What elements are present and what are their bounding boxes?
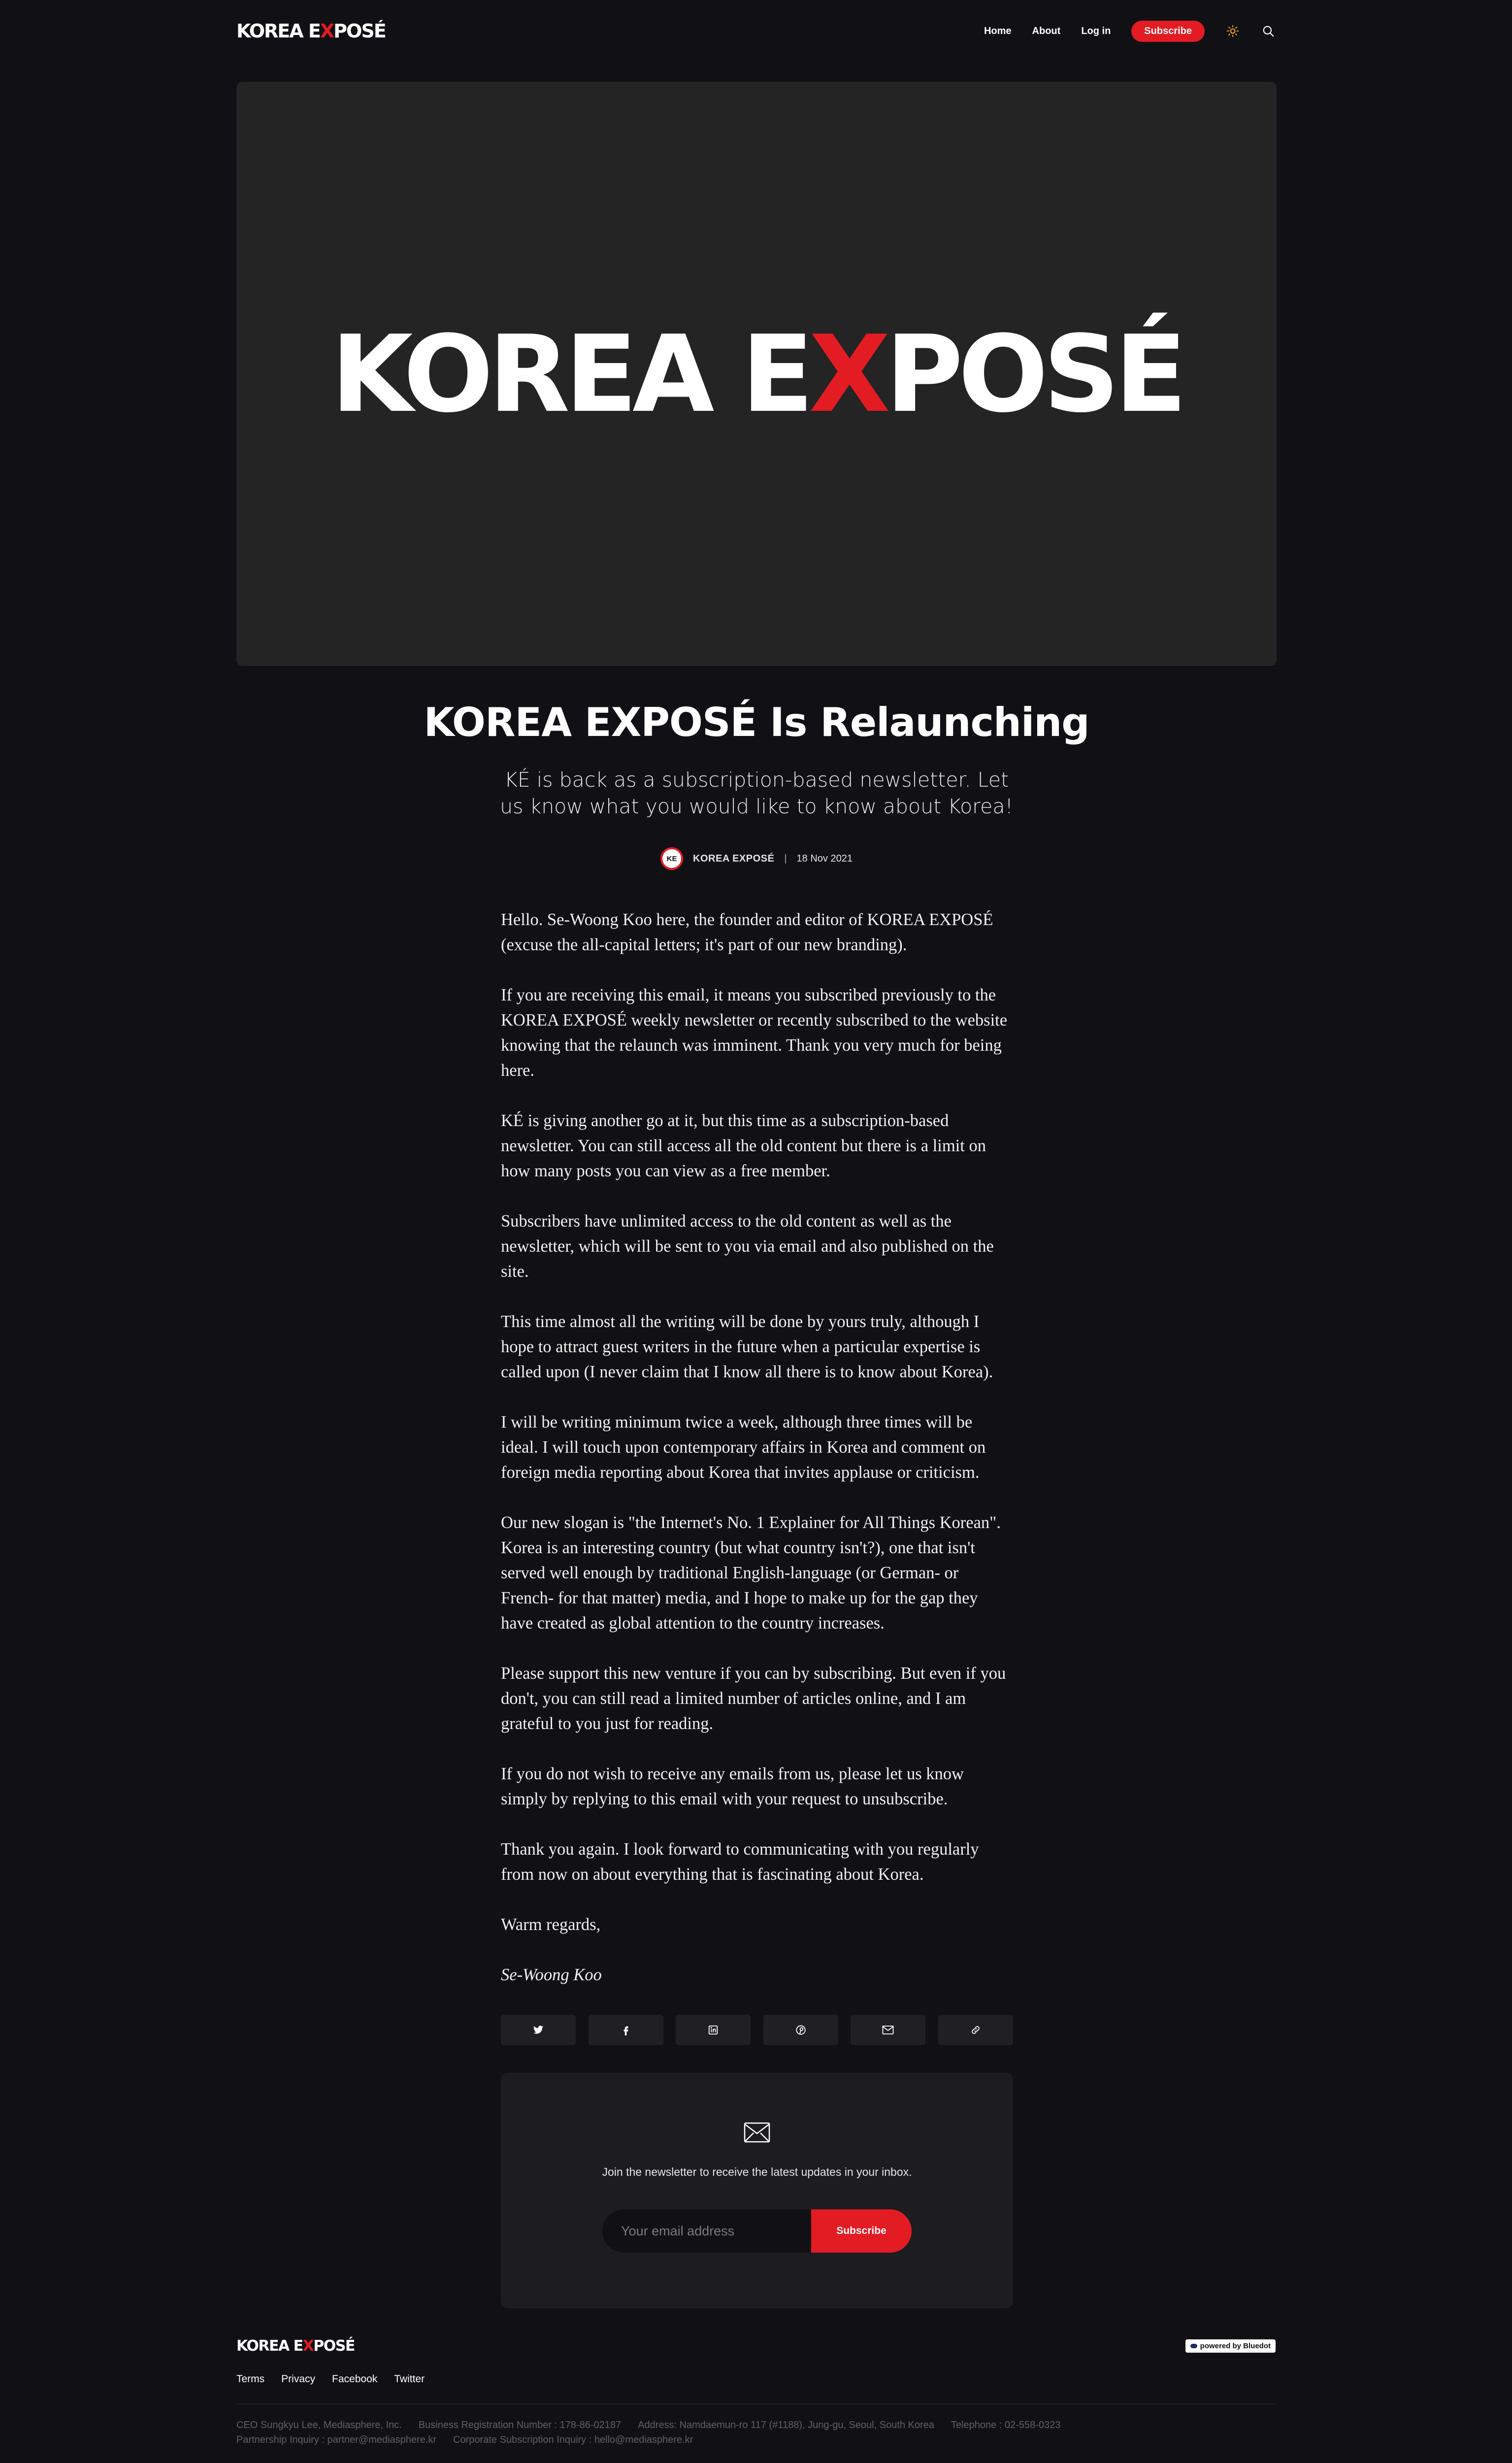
partnership-inquiry: Partnership Inquiry : partner@mediasphere.kr	[236, 2434, 437, 2445]
post-date: 18 Nov 2021	[796, 853, 853, 864]
company-address: Address: Namdaemun-ro 117 (#1188), Jung-gu, Seoul, South Korea	[638, 2420, 934, 2430]
envelope-icon	[501, 2122, 1013, 2145]
company-info-row	[236, 2432, 1276, 2447]
paragraph: If you are receiving this email, it means you subscribed previously to the KOREA EXPOSÉ weekly newsletter or recently subscribed to the website knowing that the relaunch was imminent. Thank you very much for being here.	[501, 986, 1008, 1080]
site-logo[interactable]: KOREA EXPOSÉ	[236, 20, 386, 42]
footer-top	[236, 2337, 1276, 2355]
footer-terms-link[interactable]: Terms	[236, 2373, 265, 2385]
feature-image	[236, 82, 1277, 666]
author-avatar[interactable]: KE	[660, 847, 683, 870]
newsletter-cta	[501, 2073, 1013, 2308]
paragraph: Thank you again. I look forward to communicating with you regularly from now on about everything that is fascinating about Korea.	[501, 1840, 979, 1884]
share-facebook-button[interactable]	[589, 2015, 663, 2045]
link-icon	[970, 2025, 981, 2035]
search-icon[interactable]	[1261, 24, 1276, 38]
email-input[interactable]	[602, 2209, 811, 2253]
byline-separator: |	[784, 853, 787, 864]
company-telephone: Telephone : 02-558-0323	[951, 2420, 1061, 2430]
paragraph: I will be writing minimum twice a week, although three times will be ideal. I will touch upon contemporary affairs in Korea and comment on foreign media reporting about Korea that invites applause or criticism.	[501, 1413, 986, 1482]
share-linkedin-button[interactable]	[676, 2015, 751, 2045]
newsletter-message: Join the newsletter to receive the latest updates in your inbox.	[602, 2165, 912, 2178]
share-pinterest-button[interactable]	[763, 2015, 838, 2045]
sun-icon[interactable]	[1225, 24, 1240, 38]
pinterest-icon	[795, 2025, 806, 2035]
paragraph: Please support this new venture if you can by subscribing. But even if you don't, you can still read a limited number of articles online, and I am grateful to you just for reading.	[501, 1664, 1006, 1733]
paragraph: Hello. Se-Woong Koo here, the founder and editor of KOREA EXPOSÉ (excuse the all-capital letters; it's part of our new branding).	[501, 910, 993, 954]
share-twitter-button[interactable]	[501, 2015, 576, 2045]
footer-privacy-link[interactable]: Privacy	[281, 2373, 316, 2385]
header-subscribe-button[interactable]: Subscribe	[1131, 21, 1205, 42]
footer-logo[interactable]: KOREA EXPOSÉ	[236, 2337, 355, 2355]
post-byline	[236, 847, 1277, 870]
bluedot-logo-icon	[1190, 2344, 1197, 2348]
twitter-icon	[533, 2025, 544, 2035]
powered-by-badge[interactable]: powered by Bluedot	[1185, 2339, 1276, 2353]
author-name[interactable]: KOREA EXPOSÉ	[693, 853, 775, 864]
newsletter-form	[602, 2209, 912, 2253]
main-nav	[984, 21, 1276, 42]
company-info-row	[236, 2418, 1276, 2432]
company-ceo: CEO Sungkyu Lee, Mediasphere, Inc.	[236, 2420, 402, 2430]
share-bar	[501, 2015, 1013, 2045]
post-subtitle: KÉ is back as a subscription-based newsletter. Let us know what you would like to know about Korea!	[500, 768, 1013, 818]
post-content	[501, 907, 1013, 2013]
site-header	[236, 0, 1276, 62]
paragraph: Subscribers have unlimited access to the old content as well as the newsletter, which will be sent to you via email and also published on the site.	[501, 1212, 994, 1281]
email-icon	[882, 2025, 894, 2035]
paragraph: KÉ is giving another go at it, but this time as a subscription-based newsletter. You can still access all the old content but there is a limit on how many posts you can view as a free member.	[501, 1111, 986, 1180]
signature: Se-Woong Koo	[501, 1965, 602, 1984]
newsletter-subscribe-button[interactable]: Subscribe	[811, 2209, 912, 2253]
copy-link-button[interactable]	[938, 2015, 1013, 2045]
facebook-icon	[621, 2025, 631, 2035]
nav-about-link[interactable]: About	[1032, 25, 1061, 36]
paragraph: This time almost all the writing will be done by yours truly, although I hope to attract guest writers in the future when a particular expertise is called upon (I never claim that I know all there is to know about Korea).	[501, 1312, 993, 1381]
linkedin-icon	[708, 2025, 719, 2035]
nav-home-link[interactable]: Home	[984, 25, 1012, 36]
corporate-inquiry: Corporate Subscription Inquiry : hello@mediasphere.kr	[453, 2434, 693, 2445]
footer-twitter-link[interactable]: Twitter	[394, 2373, 425, 2385]
footer-facebook-link[interactable]: Facebook	[332, 2373, 378, 2385]
business-registration: Business Registration Number : 178-86-02187	[418, 2420, 622, 2430]
nav-login-link[interactable]: Log in	[1081, 25, 1111, 36]
post-title: KOREA EXPOSÉ Is Relaunching	[424, 699, 1089, 745]
company-info	[236, 2418, 1276, 2463]
paragraph: Our new slogan is "the Internet's No. 1 Explainer for All Things Korean". Korea is an interesting country (but what country isn't?), one that isn't served well enough by traditional English-language (or German- or French- for that matter) media, and I hope to make up for the gap they have created as global attention to the country increases.	[501, 1513, 1001, 1632]
share-email-button[interactable]	[851, 2015, 925, 2045]
hero-logo: KOREA EXPOSÉ	[330, 312, 1183, 436]
paragraph: Warm regards,	[501, 1915, 601, 1934]
paragraph: If you do not wish to receive any emails from us, please let us know simply by replying to this email with your request to unsubscribe.	[501, 1764, 964, 1808]
footer-links	[236, 2373, 425, 2385]
